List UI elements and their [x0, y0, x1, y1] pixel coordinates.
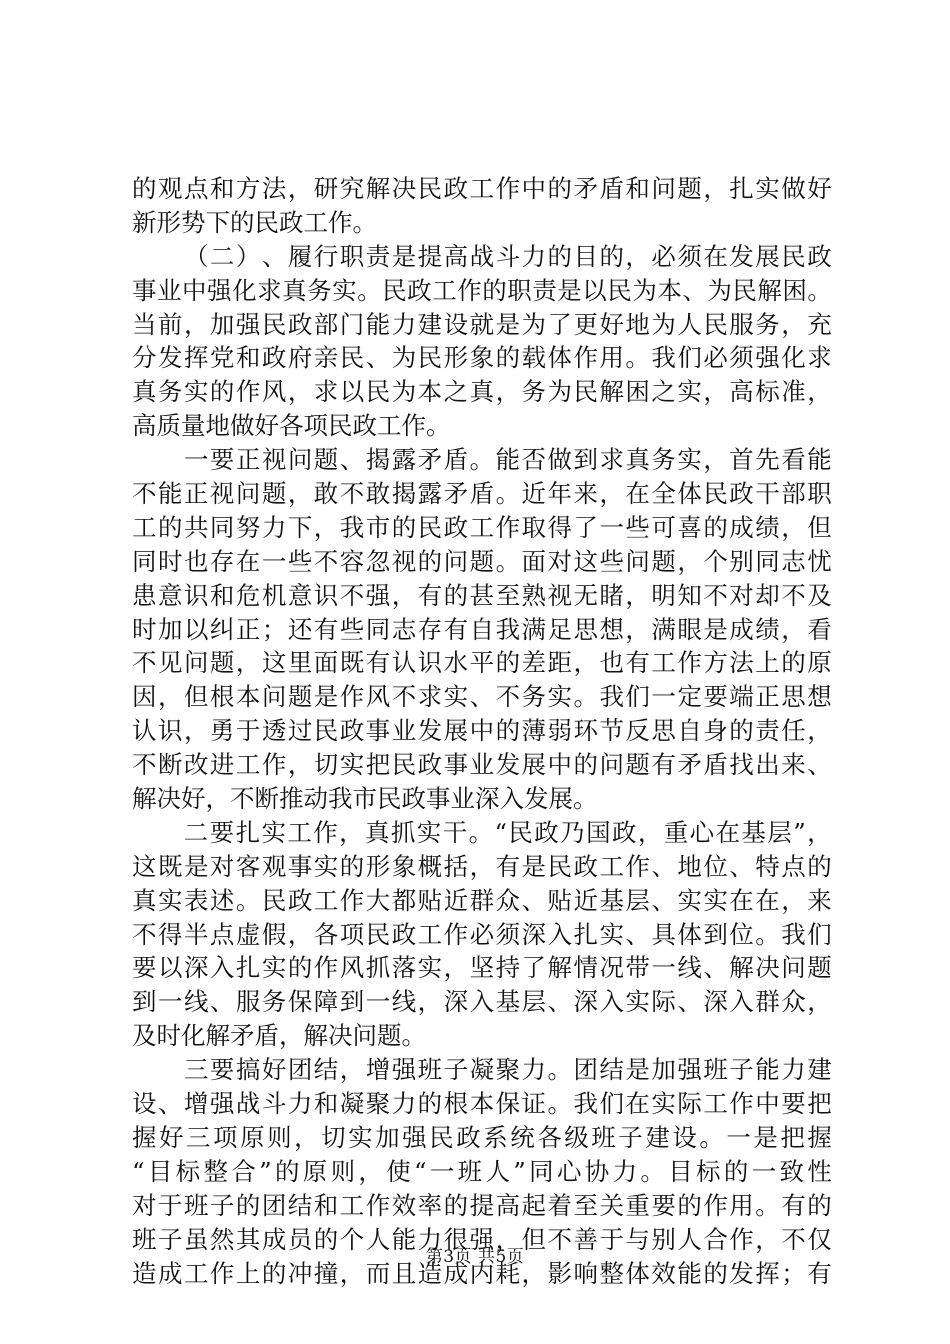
text-line: 分 发 挥 党 和 政 府 亲 民 、 为 民 形 象 的 载 体 作 用 。 我 们 必 须 强 化 求 [132, 343, 832, 373]
text-line: 三 要 搞 好 团 结 ， 增 强 班 子 凝 聚 力 。 团 结 是 加 强 班 子 能 力 建 [183, 1055, 832, 1085]
text-line: 解 决 好 ， 不 断 推 动 我 市 民 政 事 业 深 入 发 展 。 [132, 784, 598, 814]
text-line: 同 时 也 存 在 一 些 不 容 忽 视 的 问 题 。 面 对 这 些 问 题 ， 个 别 同 志 忧 [132, 546, 832, 576]
text-line: 不 能 正 视 问 题 ， 敢 不 敢 揭 露 矛 盾 。 近 年 来 ， 在 全 体 民 政 干 部 职 [132, 479, 832, 509]
text-line: 工 的 共 同 努 力 下 ， 我 市 的 民 政 工 作 取 得 了 一 些 可 喜 的 成 绩 ， 但 [132, 512, 832, 542]
text-line: 认 识 ， 勇 于 透 过 民 政 事 业 发 展 中 的 薄 弱 环 节 反 思 自 身 的 责 任 ， [132, 716, 832, 746]
text-line: （ 二 ） 、 履 行 职 责 是 提 高 战 斗 力 的 目 的 ， 必 须 在 发 展 民 政 [183, 241, 832, 271]
text-line: 高 质 量 地 做 好 各 项 民 政 工 作 。 [132, 411, 451, 441]
text-line: 设 、 增 强 战 斗 力 和 凝 聚 力 的 根 本 保 证 。 我 们 在 实 际 工 作 中 要 把 [132, 1089, 832, 1119]
text-line: 因 ， 但 根 本 问 题 是 作 风 不 求 实 、 不 务 实 。 我 们 一 定 要 端 正 思 想 [132, 682, 832, 712]
text-line: 握 好 三 项 原 则 ， 切 实 加 强 民 政 系 统 各 级 班 子 建 设 。 一 是 把 握 [132, 1122, 832, 1152]
text-line: 要 以 深 入 扎 实 的 作 风 抓 落 实 ， 坚 持 了 解 情 况 带 一 线 、 解 决 问 题 [132, 953, 832, 983]
text-line: 的 观 点 和 方 法 ， 研 究 解 决 民 政 工 作 中 的 矛 盾 和 问 题 ， 扎 实 做 好 [132, 174, 832, 203]
text-line: 不 得 半 点 虚 假 ， 各 项 民 政 工 作 必 须 深 入 扎 实 、 具 体 到 位 。 我 们 [132, 919, 832, 949]
text-line: 班 子 虽 然 其 成 员 的 个 人 能 力 很 强 ， 但 不 善 于 与 别 人 合 作 ， 不 仅 [132, 1224, 832, 1254]
text-line: 这 既 是 对 客 观 事 实 的 形 象 概 括 ， 有 是 民 政 工 作 、 地 位 、 特 点 的 [132, 851, 832, 881]
text-line: 二 要 扎 实 工 作 ， 真 抓 实 干 。 “ 民 政 乃 国 政 ， 重 心 在 基 层 ” ， [183, 817, 832, 847]
text-line: 及 时 化 解 矛 盾 ， 解 决 问 题 。 [132, 1021, 426, 1051]
text-line: 当 前 ， 加 强 民 政 部 门 能 力 建 设 就 是 为 了 更 好 地 为 人 民 服 务 ， 充 [132, 309, 832, 339]
text-line: 不 见 问 题 ， 这 里 面 既 有 认 识 水 平 的 差 距 ， 也 有 工 作 方 法 上 的 原 [132, 648, 832, 678]
text-line: 到 一 线 、 服 务 保 障 到 一 线 ， 深 入 基 层 、 深 入 实 际 、 深 入 群 众 ， [132, 987, 832, 1017]
text-line: 真 务 实 的 作 风 ， 求 以 民 为 本 之 真 ， 务 为 民 解 困 之 实 ， 高 标 准 ， [132, 377, 832, 407]
text-line: 一 要 正 视 问 题 、 揭 露 矛 盾 。 能 否 做 到 求 真 务 实 ， 首 先 看 能 [183, 445, 832, 475]
text-line: 对 于 班 子 的 团 结 和 工 作 效 率 的 提 高 起 着 至 关 重 要 的 作 用 。 有 的 [132, 1190, 832, 1220]
body-text [132, 172, 832, 1290]
text-line: 时 加 以 纠 正 ； 还 有 些 同 志 存 有 自 我 满 足 思 想 ， 满 眼 是 成 绩 ， 看 [132, 614, 832, 644]
text-line: 事 业 中 强 化 求 真 务 实 。 民 政 工 作 的 职 责 是 以 民 为 本 、 为 民 解 困 。 [132, 275, 832, 305]
text-line: 真 实 表 述 。 民 政 工 作 大 都 贴 近 群 众 、 贴 近 基 层 、 实 实 在 在 ， 来 [132, 885, 832, 915]
text-line: 新 形 势 下 的 民 政 工 作 。 [132, 207, 377, 237]
text-line: “ 目 标 整 合 ” 的 原 则 ， 使 “ 一 班 人 ” 同 心 协 力 。 目 标 的 一 致 性 [132, 1156, 832, 1186]
page-footer: 第3页 共5页 [425, 1247, 525, 1267]
text-line: 患 意 识 和 危 机 意 识 不 强 ， 有 的 甚 至 熟 视 无 睹 ， 明 知 不 对 却 不 及 [132, 580, 832, 610]
text-line: 不 断 改 进 工 作 ， 切 实 把 民 政 事 业 发 展 中 的 问 题 有 矛 盾 找 出 来 、 [132, 750, 832, 780]
text-line: 造 成 工 作 上 的 冲 撞 ， 而 且 造 成 内 耗 ， 影 响 整 体 效 能 的 发 挥 ； 有 [132, 1258, 832, 1288]
